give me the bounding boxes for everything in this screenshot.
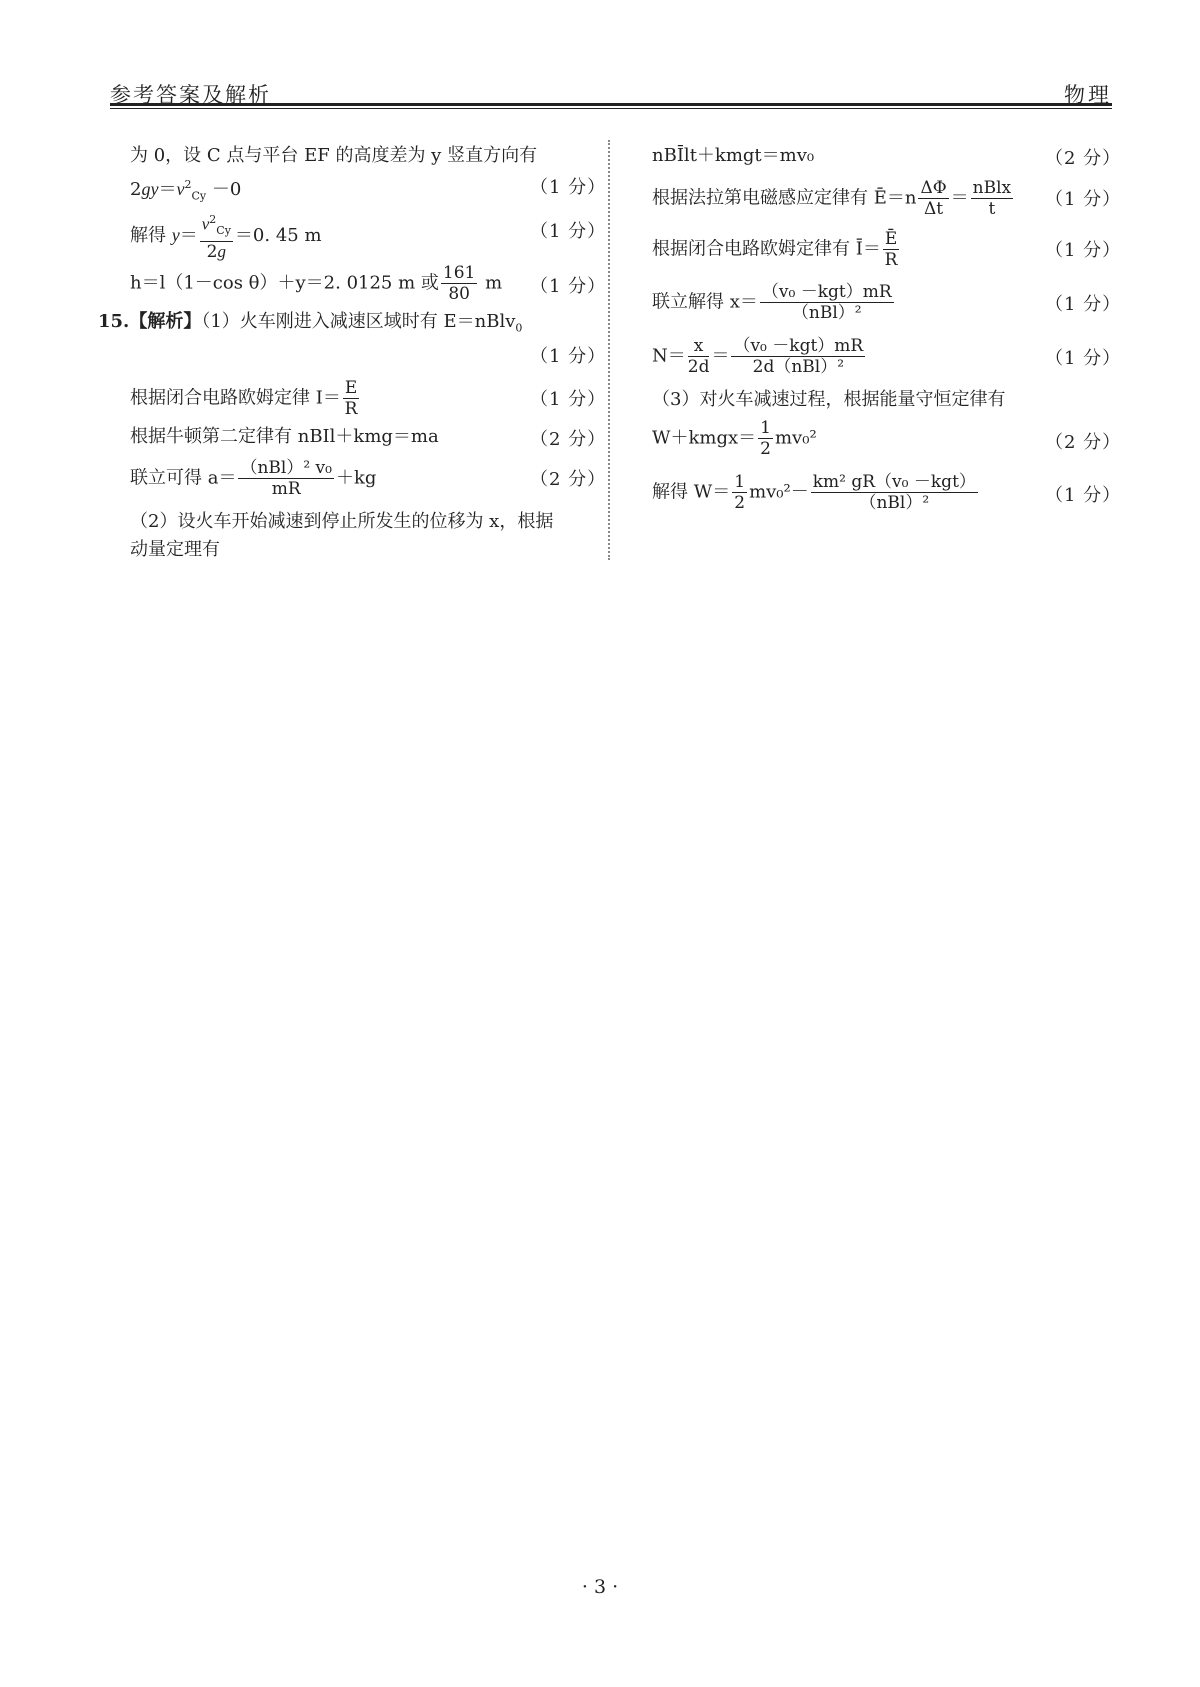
column-divider: [608, 140, 610, 560]
right-line-4-fraction: $\frac{\text{（v₀ －kgt）mR}}{\text{（nBl）²}}$: [761, 282, 892, 323]
right-line-8: [652, 472, 980, 513]
right-line-5-fraction-2: $\frac{\text{（v₀ －kgt）mR}}{\text{2d（nBl）²}}$: [733, 336, 864, 377]
right-line-5-pre: N＝: [652, 345, 686, 367]
right-line-7-pre: W＋kmgx＝: [652, 427, 757, 449]
left-line-6-fraction: $\frac{E}{R}$: [344, 378, 358, 419]
left-line-3-value: ＝0. 45 m: [234, 225, 322, 247]
right-line-2: 根据法拉第电磁感应定律有 Ē＝n $\frac{\Delta\Phi}{\Delta t}$ ＝ $\frac{\text{nBlx}}{t}$: [652, 178, 1012, 219]
left-line-10: 动量定理有: [130, 539, 220, 560]
right-line-3-points: （1 分）: [1045, 240, 1122, 261]
right-line-7: [652, 418, 817, 459]
left-line-8-post: ＋kg: [335, 467, 377, 489]
left-line-3-fraction: $\frac{v^2_{Cy}}{2g}$: [200, 210, 233, 262]
right-line-5: N＝ $\frac{x}{2d}$ ＝ $\frac{\text{（v₀ －kgt）mR}}{\text{2d（nBl）²}}$: [652, 336, 864, 377]
left-line-2-points: （1 分）: [530, 177, 607, 198]
left-line-1: 为 0，设 C 点与平台 EF 的高度差为 y 竖直方向有: [130, 145, 538, 166]
right-line-3-fraction: $\frac{Ē}{R}$: [884, 229, 898, 270]
left-line-3-prefix: 解得: [130, 225, 166, 247]
left-line-6-points: （1 分）: [530, 389, 607, 410]
q15-text: （1）火车刚进入减速区域时有 E＝nBlv: [201, 311, 516, 332]
q15-points: （1 分）: [530, 346, 607, 367]
left-line-4-points: （1 分）: [530, 276, 607, 297]
left-line-3: 解得 y＝ $\frac{v^2_{Cy}}{2g}$ ＝0. 45 m: [130, 210, 322, 262]
header-title: 参考答案及解析: [110, 83, 271, 107]
right-line-8-points: （1 分）: [1045, 485, 1122, 506]
right-line-8-fraction-1: $\frac{1}{2}$: [734, 472, 746, 513]
right-line-3-pre: 根据闭合电路欧姆定律有 Ī＝: [652, 238, 881, 260]
q15-label: 15.【解析】: [98, 311, 202, 332]
right-line-1-points: （2 分）: [1045, 148, 1122, 169]
q15-line: 15.【解析】（1）火车刚进入减速区域时有 E＝nBlv$_0$: [98, 311, 523, 335]
left-line-2: $2gy=v^2_{Cy} -0$: [130, 178, 242, 203]
right-line-5-points: （1 分）: [1045, 348, 1122, 369]
right-line-7-fraction: $\frac{1}{2}$: [760, 418, 771, 459]
right-line-8-fraction-2: $\frac{\text{km² gR（v₀ －kgt）}}{\text{（nBl）²}}$: [812, 472, 976, 513]
left-line-4: [130, 263, 502, 304]
right-line-7-points: （2 分）: [1045, 432, 1122, 453]
left-line-8-fraction: $\frac{\text{（nBl）² v₀}}{mR}$: [240, 458, 332, 499]
page-number: · 3 ·: [581, 1576, 619, 1598]
left-line-7: 根据牛顿第二定律有 nBIl＋kmg＝ma: [130, 426, 439, 447]
left-line-4-fraction: $\frac{161}{80}$: [442, 263, 476, 304]
right-line-6: （3）对火车减速过程，根据能量守恒定律有: [652, 389, 1006, 410]
right-line-2-points: （1 分）: [1045, 189, 1122, 210]
header-rule-thick: [110, 103, 1112, 106]
right-line-8-pre: 解得 W＝: [652, 481, 731, 503]
right-line-1: nBĪlt＋kmgt＝mv₀: [652, 145, 815, 166]
left-line-4-unit: m: [485, 272, 503, 294]
right-line-4-points: （1 分）: [1045, 294, 1122, 315]
left-line-7-points: （2 分）: [530, 429, 607, 450]
left-line-6: [130, 378, 361, 419]
right-line-3: [652, 229, 901, 270]
left-line-8-pre: 联立可得 a＝: [130, 467, 237, 489]
right-line-2-pre: 根据法拉第电磁感应定律有 Ē＝n: [652, 187, 917, 209]
right-line-4-pre: 联立解得 x＝: [652, 291, 758, 313]
left-line-4-pre: h＝l（1－cos θ）＋y＝2. 0125 m 或: [130, 272, 439, 294]
right-line-8-mid: mv₀²－: [749, 481, 809, 503]
right-line-7-post: mv₀²: [774, 427, 817, 449]
left-line-3-points: （1 分）: [530, 221, 607, 242]
left-line-8-points: （2 分）: [530, 469, 607, 490]
left-line-6-pre: 根据闭合电路欧姆定律 I＝: [130, 387, 341, 409]
left-line-9: （2）设火车开始减速到停止所发生的位移为 x，根据: [130, 511, 554, 532]
left-line-8: [130, 458, 376, 499]
header-rule-thin: [110, 108, 1112, 109]
right-line-4: [652, 282, 896, 323]
header-subject: 物理: [1064, 83, 1112, 107]
right-line-2-fraction-1: $\frac{\Delta\Phi}{\Delta t}$: [920, 178, 947, 219]
right-line-2-fraction-2: $\frac{\text{nBlx}}{t}$: [972, 178, 1012, 219]
right-line-5-fraction-1: $\frac{x}{2d}$: [687, 336, 710, 377]
